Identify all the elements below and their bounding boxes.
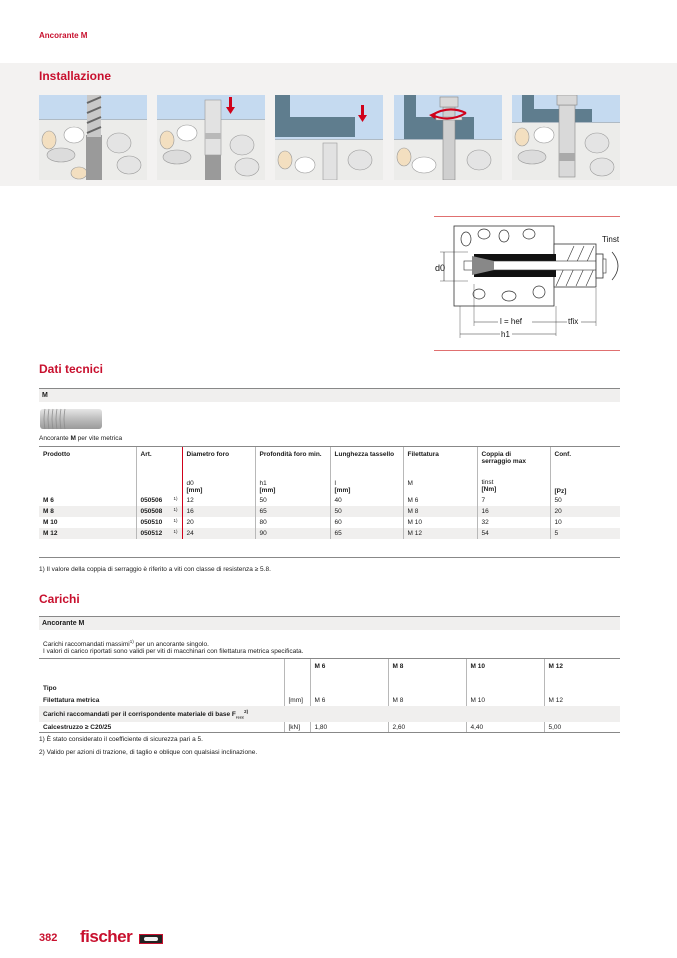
svg-text:l = hef: l = hef: [500, 317, 523, 326]
install-step-installed-image: [512, 95, 620, 180]
loads-col-m6: M 6: [310, 659, 388, 695]
loads-group-header: Ancorante M: [39, 617, 620, 630]
table-row: M 12 050512 1) 24 90 65 M 12 54 5: [39, 528, 620, 539]
col-header-thread: Filettatura M: [403, 447, 477, 495]
technical-footnote: 1) Il valore della coppia di serraggio è riferito a viti con classe di resistenza ≥ 5.8.: [39, 566, 271, 573]
table-row: Carichi raccomandati per il corrispondente materiale di base $F_{recc}^{2)}$: [39, 706, 620, 722]
col-header-pack: Conf. [Pz]: [550, 447, 620, 495]
loads-intro-line2: I valori di carico riportati sono validi per viti di macchinari con filettatura metrica specificata.: [43, 648, 304, 655]
fischer-logo: fischer: [80, 927, 133, 946]
table-row: M 8 050508 1) 16 65 50 M 8 16 20: [39, 506, 620, 517]
col-header-anchor-length: Lunghezza tassello l [mm]: [330, 447, 403, 495]
svg-text:Tinst: Tinst: [602, 235, 620, 244]
fischer-fish-logo-icon: [139, 934, 163, 944]
category-title: Ancorante M: [39, 31, 88, 40]
technical-data-title: Dati tecnici: [39, 362, 104, 376]
col-header-art: Art.: [136, 447, 182, 495]
install-step-drill-image: [39, 95, 147, 180]
loads-title: Carichi: [39, 592, 80, 606]
anchor-product-image: [39, 407, 104, 431]
loads-type-label: Tipo: [39, 659, 284, 695]
table-row: Calcestruzzo ≥ C20/25 [kN] 1,80 2,60 4,40 5,00: [39, 722, 620, 733]
divider: [39, 557, 620, 558]
loads-table: [39, 659, 620, 733]
table-row: M 6 050506 1) 12 50 40 M 6 7 50: [39, 495, 620, 506]
loads-footnote-1: 1) È stato considerato il coefficiente di sicurezza pari a 5.: [39, 736, 203, 743]
loads-intro-line1: Carichi raccomandati massimi$^{1)}$ per un ancorante singolo.: [43, 639, 209, 649]
loads-footnote-2: 2) Valido per azioni di trazione, di taglio e oblique con qualsiasi inclinazione.: [39, 749, 258, 756]
install-step-tighten-image: [394, 95, 502, 180]
col-header-torque: Coppia di serraggio max tinst [Nm]: [477, 447, 550, 495]
installation-title: Installazione: [39, 69, 112, 83]
technical-data-table: [39, 447, 620, 539]
anchor-dimension-diagram: [434, 214, 620, 352]
loads-col-m12: M 12: [544, 659, 620, 695]
loads-col-m10: M 10: [466, 659, 544, 695]
svg-text:d0: d0: [435, 263, 446, 273]
loads-col-m8: M 8: [388, 659, 466, 695]
table-row: M 10 050510 1) 20 80 60 M 10 32 10: [39, 517, 620, 528]
page-number: 382: [39, 932, 58, 944]
col-header-hole-diameter: Diametro foro d0 [mm]: [182, 447, 255, 495]
table-row: Filettatura metrica [mm] M 6 M 8 M 10 M 12: [39, 695, 620, 706]
product-group-header: M: [39, 389, 620, 402]
svg-text:tfix: tfix: [568, 317, 579, 326]
product-caption: Ancorante M per vite metrica: [39, 435, 123, 442]
install-step-fixture-image: [275, 95, 383, 180]
svg-text:h1: h1: [501, 330, 510, 339]
col-header-product: Prodotto: [39, 447, 136, 495]
install-step-insert-image: [157, 95, 265, 180]
col-header-hole-depth: Profondità foro min. h1 [mm]: [255, 447, 330, 495]
divider: [39, 732, 620, 733]
